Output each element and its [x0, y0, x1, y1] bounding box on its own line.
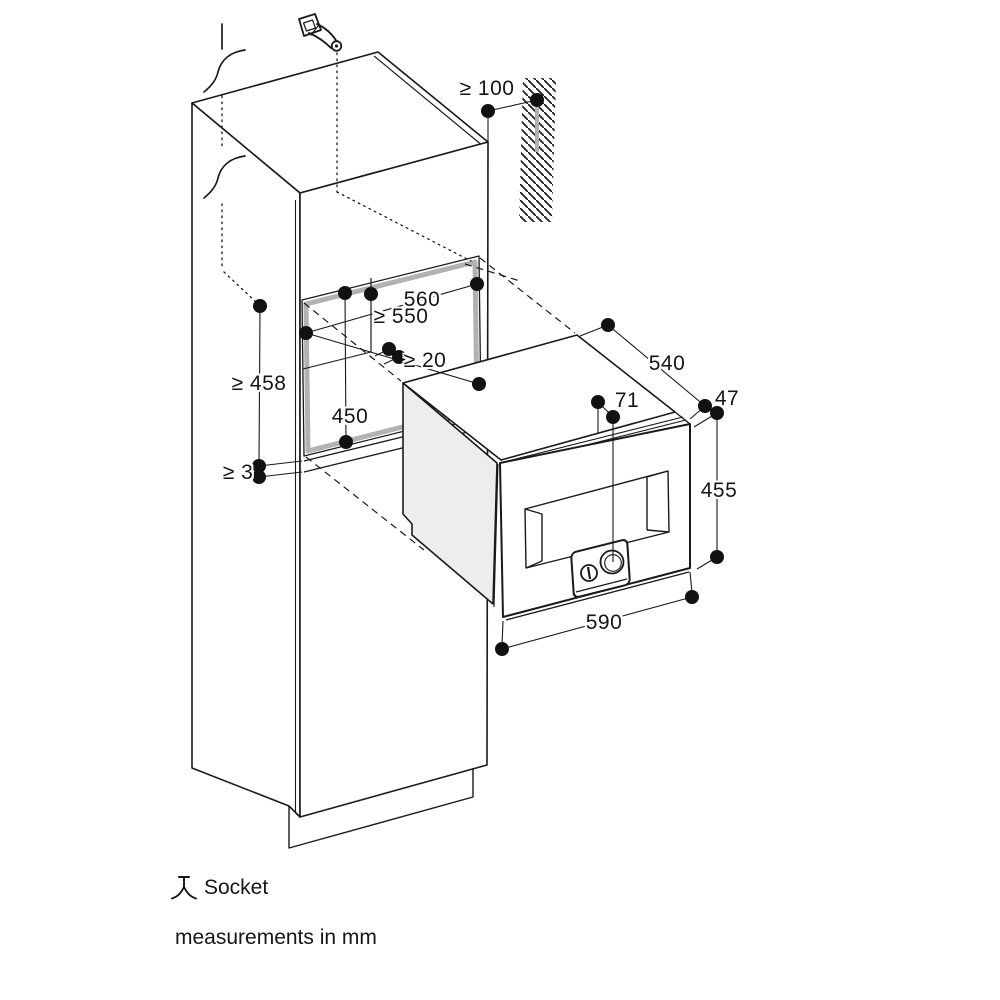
dimension-label-bottom-gap: ≥ 3 — [222, 461, 254, 484]
dimension-label-niche-depth: ≥ 550 — [373, 305, 429, 328]
cabinet-side-face — [192, 103, 300, 817]
legend-socket — [172, 876, 268, 900]
dimension-label-knob-offset: 71 — [614, 389, 640, 412]
measurements-note: measurements in mm — [175, 926, 377, 949]
socket-plug-icon — [299, 14, 341, 51]
dimension-label-appliance-height: 455 — [700, 479, 738, 502]
knob-right — [601, 551, 624, 574]
dimension-label-appliance-width: 590 — [585, 611, 623, 634]
dimension-label-appliance-depth: 540 — [648, 352, 686, 375]
dimension-label-niche-height: 450 — [331, 405, 369, 428]
dimension-label-rear-gap: ≥ 20 — [403, 349, 447, 372]
dimension-label-front-clearance: ≥ 458 — [231, 372, 287, 395]
dimension-label-niche-width: 560 — [403, 288, 441, 311]
dimension-label-frame-overhang: 47 — [714, 387, 740, 410]
legend-socket-label: Socket — [204, 876, 269, 899]
dimension-label-wall-clearance: ≥ 100 — [459, 77, 515, 100]
